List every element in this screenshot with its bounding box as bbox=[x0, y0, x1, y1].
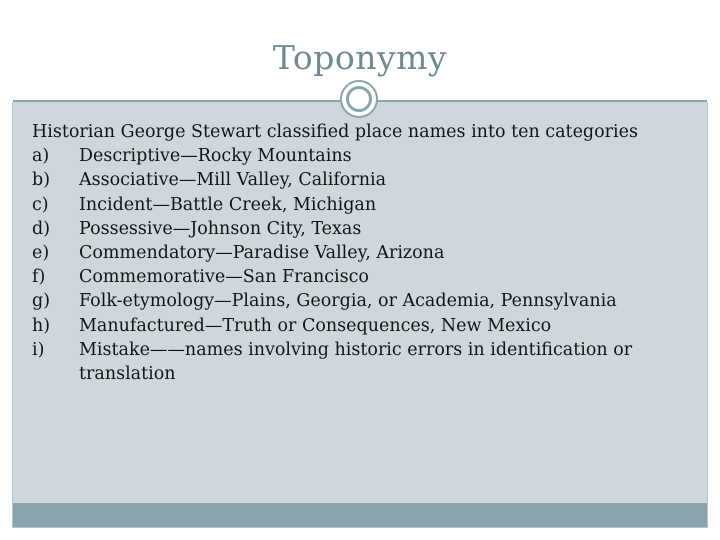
list-item bbox=[32, 314, 682, 338]
list-item-letter: g) bbox=[32, 291, 51, 312]
slide-title: Toponymy bbox=[272, 38, 448, 77]
list-item-text: Possessive—Johnson City, Texas bbox=[79, 218, 362, 239]
list-item-text: Manufactured—Truth or Consequences, New Mexico bbox=[79, 315, 552, 336]
ornament-inner-ring bbox=[346, 86, 372, 112]
footer-bar bbox=[13, 503, 707, 527]
list-item-text: Commemorative—San Francisco bbox=[79, 267, 369, 288]
list-item bbox=[32, 241, 682, 265]
list-item-text: Commendatory—Paradise Valley, Arizona bbox=[79, 243, 445, 264]
double-circle-ornament-icon bbox=[340, 80, 378, 118]
list-item bbox=[32, 217, 682, 241]
list-item bbox=[32, 168, 682, 192]
slide-body bbox=[32, 120, 682, 386]
list-item-text: Folk-etymology—Plains, Georgia, or Academia, Pennsylvania bbox=[79, 291, 617, 312]
list-item-letter: h) bbox=[32, 315, 51, 336]
list-item-letter: i) bbox=[32, 339, 45, 360]
list-item-text: Associative—Mill Valley, California bbox=[79, 170, 387, 191]
list-item-letter: c) bbox=[32, 194, 49, 215]
list-item-letter: e) bbox=[32, 243, 50, 264]
list-item-text: Mistake——names involving historic errors in identification or translation bbox=[79, 339, 633, 385]
list-item bbox=[32, 265, 682, 289]
list-item-letter: f) bbox=[32, 267, 46, 288]
list-item bbox=[32, 193, 682, 217]
list-item bbox=[32, 338, 682, 386]
list-item-text: Descriptive—Rocky Mountains bbox=[79, 146, 352, 167]
list-item-text: Incident—Battle Creek, Michigan bbox=[79, 194, 377, 215]
list-item bbox=[32, 144, 682, 168]
list-item-letter: a) bbox=[32, 146, 50, 167]
intro-text: Historian George Stewart classified place names into ten categories bbox=[32, 122, 638, 142]
list-item-letter: d) bbox=[32, 218, 51, 239]
list-item bbox=[32, 289, 682, 313]
list-item-letter: b) bbox=[32, 170, 51, 191]
